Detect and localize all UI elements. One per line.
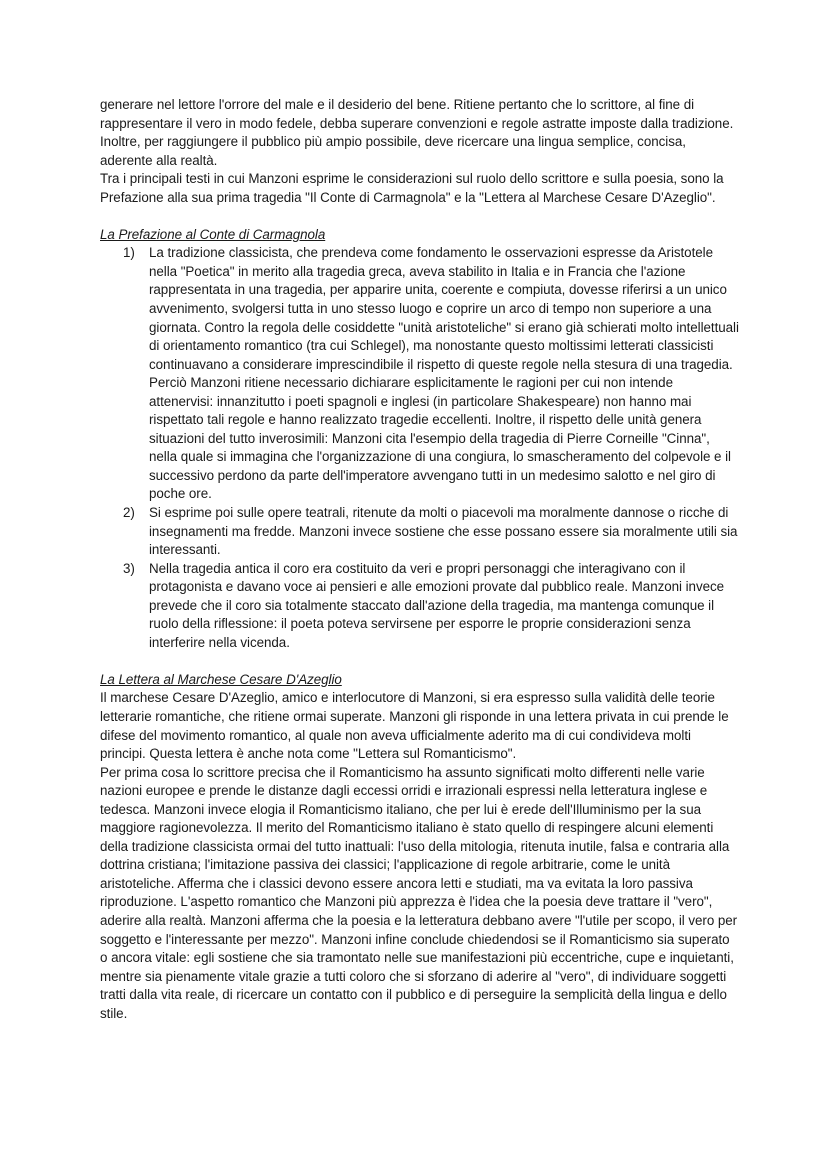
prefazione-list (100, 244, 740, 652)
section-heading-lettera: La Lettera al Marchese Cesare D'Azeglio (100, 671, 342, 687)
lettera-paragraph-1: Il marchese Cesare D'Azeglio, amico e interlocutore di Manzoni, si era espresso sulla validità delle teorie letterarie romantiche, che ritiene ormai superate. Manzoni gli risponde in una lettera privata in cui prende le difese del movimento romantico, al quale non aveva ufficialmente aderito ma di cui condivideva molti principi. Questa lettera è anche nota come "Lettera sul Romanticismo". (100, 690, 729, 762)
list-item-text: Si esprime poi sulle opere teatrali, ritenute da molti o piacevoli ma moralmente dannose o ricche di insegnamenti ma fredde. Manzoni invece sostiene che esse possano essere sia moralmente utili sia interessanti. (149, 504, 738, 558)
list-item (100, 560, 740, 653)
list-number: 2) (123, 504, 135, 520)
list-item-text: La tradizione classicista, che prendeva come fondamento le osservazioni espresse da Aristotele nella "Poetica" in merito alla tragedia greca, aveva stabilito in Italia e in Francia che l'azione rappresentata in una tragedia, per apparire unita, coerente e compiuta, dovesse riferirsi a un unico avvenimento, svolgersi tutta in uno stesso luogo e coprire un arco di tempo non superiore a una giornata. Contro la regola delle cosiddette "unità aristoteliche" si erano già schierati molto intellettuali di orientamento romantico (tra cui Schlegel), ma nonostante questo moltissimi letterati classicisti continuavano a considerare imprescindibile il rispetto di queste regole nella stesura di una tragedia. Perciò Manzoni ritiene necessario dichiarare esplicitamente le ragioni per cui non intende attenervisi: innanzitutto i poeti spagnoli e inglesi (in particolare Shakespeare) non hanno mai rispettato tali regole e hanno realizzato tragedie eccellenti. Inoltre, il rispetto delle unità genera situazioni del tutto inverosimili: Manzoni cita l'esempio della tragedia di Pierre Corneille "Cinna", nella quale si immagina che l'organizzazione di una congiura, lo smascheramento del colpevole e il successivo perdono da parte dell'imperatore avvengano tutti in un medesimo salotto e nel giro di poche ore. (149, 245, 739, 502)
section-heading-prefazione: La Prefazione al Conte di Carmagnola (100, 226, 326, 242)
list-item-text: Nella tragedia antica il coro era costituito da veri e propri personaggi che interagivano con il protagonista e davano voce ai pensieri e alle emozioni provate dal pubblico reale. Manzoni invece prevede che il coro sia totalmente staccato dall'azione della tragedia, ma mantenga comunque il ruolo della riflessione: il poeta poteva servirsene per esporre le proprie considerazioni senza interferire nella vicenda. (149, 560, 725, 650)
list-number: 1) (123, 245, 135, 261)
intro-paragraph-1: generare nel lettore l'orrore del male e il desiderio del bene. Ritiene pertanto che lo scrittore, al fine di rappresentare il vero in modo fedele, debba superare convenzioni e regole astratte imposte dalla tradizione. Inoltre, per raggiungere il pubblico più ampio possibile, deve ricercare una lingua semplice, concisa, aderente alla realtà. (100, 97, 734, 168)
lettera-paragraph-2: Per prima cosa lo scrittore precisa che il Romanticismo ha assunto significati molto differenti nelle varie nazioni europee e prende le distanze dagli eccessi orridi e irrazionali espressi nella letteratura inglese e tedesca. Manzoni invece elogia il Romanticismo italiano, che per lui è erede dell'Illuminismo per la sua maggiore ragionevolezza. Il merito del Romanticismo italiano è stato quello di respingere alcuni elementi della tradizione classicista ormai del tutto inattuali: l'uso della mitologia, ritenuta inutile, falsa e contraria alla dottrina cristiana; l'imitazione passiva dei classici; l'applicazione di regole arbitrarie, come le unità aristoteliche. Afferma che i classici devono essere ancora letti e studiati, ma va evitata la loro passiva riproduzione. L'aspetto romantico che Manzoni più apprezza è l'idea che la poesia deve trattare il "vero", aderire alla realtà. Manzoni afferma che la poesia e la letteratura debbano avere "l'utile per scopo, il vero per soggetto e l'interessante per mezzo". Manzoni infine conclude chiedendosi se il Romanticismo sia superato o ancora vitale: egli sostiene che sia tramontato nelle sue manifestazioni più eccentriche, cupe e inquietanti, mentre sia pienamente vitale grazie a tutti coloro che si sforzano di aderire al "vero", di individuare soggetti tratti dalla vita reale, di ricercare un contatto con il pubblico e di perseguire la semplicità della lingua e dello stile. (100, 764, 738, 1021)
list-item (100, 244, 740, 504)
list-item (100, 504, 740, 560)
intro-paragraph-2: Tra i principali testi in cui Manzoni esprime le considerazioni sul ruolo dello scrittore e sulla poesia, sono la Prefazione alla sua prima tragedia "Il Conte di Carmagnola" e la "Lettera al Marchese Cesare D'Azeglio". (100, 171, 724, 205)
list-number: 3) (123, 560, 135, 576)
document-page (100, 96, 740, 1023)
